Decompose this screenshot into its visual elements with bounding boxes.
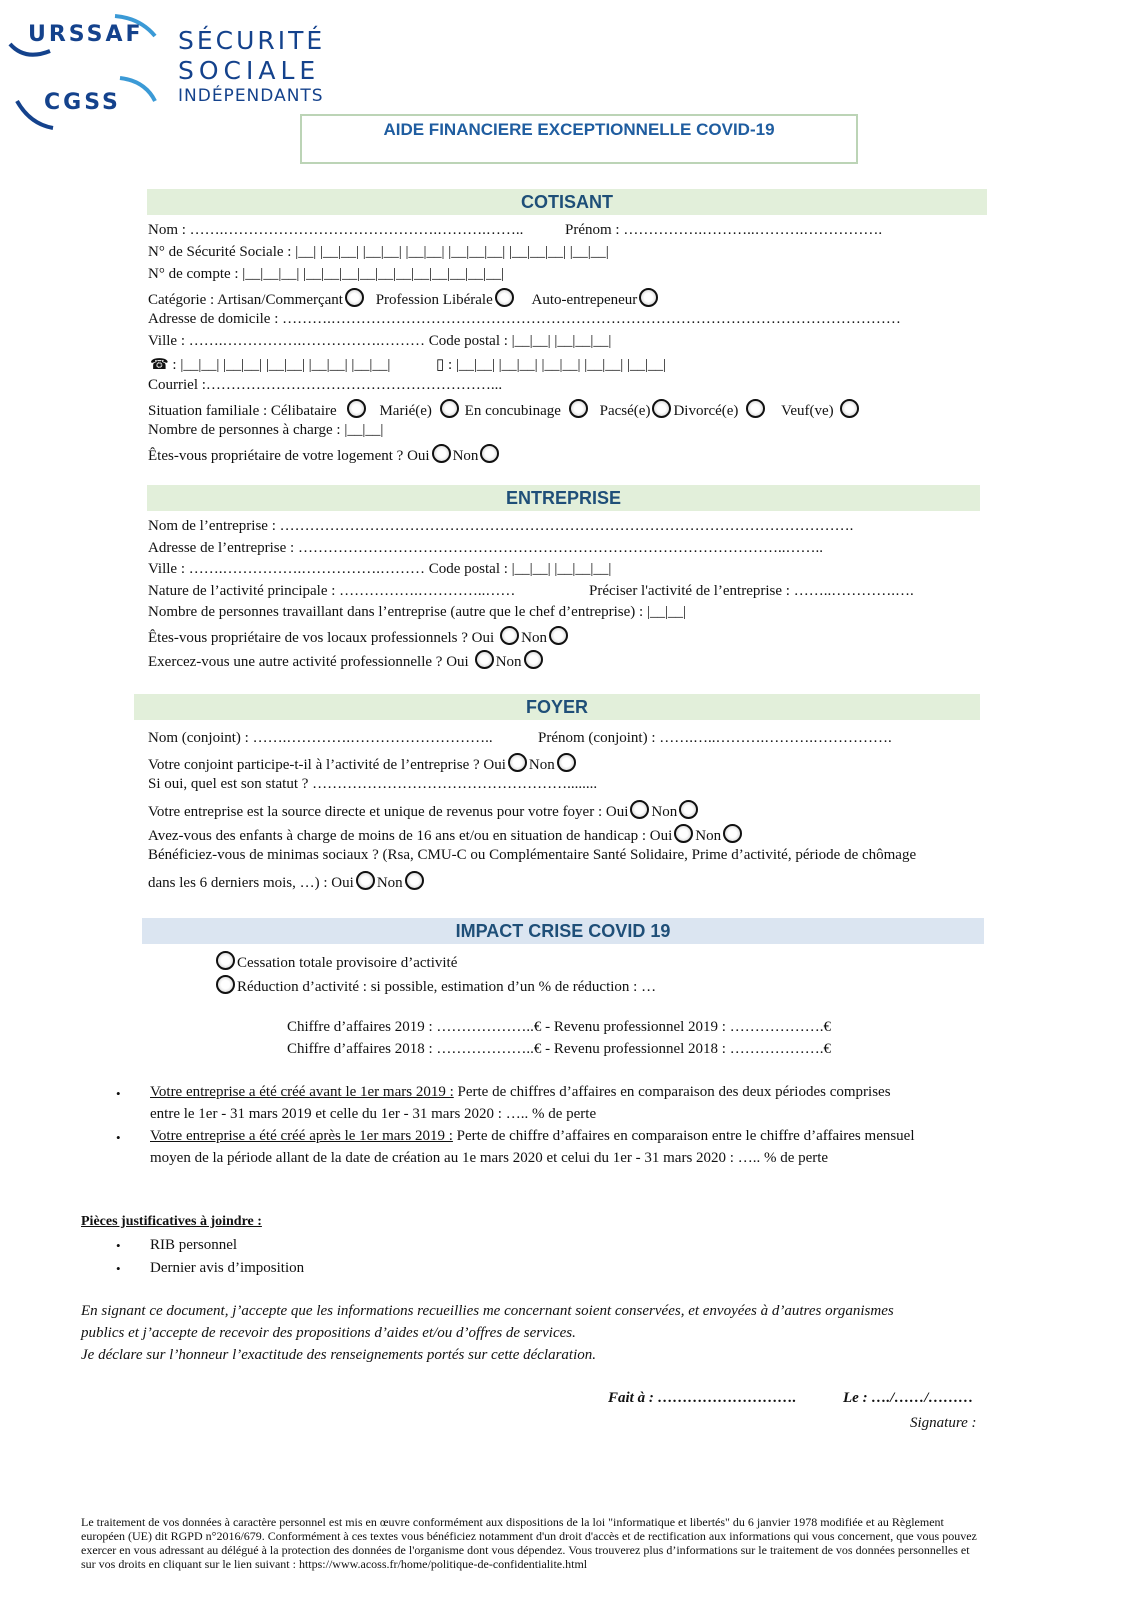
tel-field[interactable]: ☎ : |__|__| |__|__| |__|__| |__|__| |__|__| <box>150 357 391 373</box>
entreprise-nom-field[interactable]: Nom de l’entreprise : ……………………………………………………………………………………………………. <box>148 518 854 534</box>
enfants-non-label: Non <box>695 828 722 844</box>
bullet2-line1 <box>150 1128 915 1145</box>
cessation-row <box>214 951 457 972</box>
bullet1-line1 <box>150 1084 891 1101</box>
entreprise-adresse-field[interactable]: Adresse de l’entreprise : ……………………………………………………………………………………..…….. <box>148 540 823 556</box>
ca2019-field[interactable]: Chiffre d’affaires 2019 : ………………..€ - Revenu professionnel 2019 : ……………….€ <box>287 1019 831 1035</box>
prof-lib-radio[interactable] <box>495 288 514 307</box>
reduction-radio[interactable] <box>216 975 235 994</box>
divorce-radio[interactable] <box>746 399 765 418</box>
title-box <box>300 114 858 164</box>
logo-sociale: SOCIALE <box>178 56 321 85</box>
concubinage-label: En concubinage <box>464 403 561 419</box>
pieces-title: Pièces justificatives à joindre : <box>81 1214 262 1229</box>
ca2018-field[interactable]: Chiffre d’affaires 2018 : ………………..€ - Revenu professionnel 2018 : ……………….€ <box>287 1041 831 1057</box>
nature-field[interactable]: Nature de l’activité principale : …………….…………..…… <box>148 583 516 599</box>
prof-lib-label: Profession Libérale <box>375 292 493 308</box>
enfants-non-radio[interactable] <box>723 824 742 843</box>
autre-non-radio[interactable] <box>524 650 543 669</box>
engagement-line1: En signant ce document, j’accepte que les informations recueillies me concernant soient conservées, et envoyées à d’autres organismes <box>81 1303 894 1319</box>
bullet-1: • <box>116 1086 121 1101</box>
locaux-non-radio[interactable] <box>549 626 568 645</box>
ville-field[interactable]: Ville : …….…………….…………….……… Code postal : |__|__| |__|__|__| <box>148 333 612 349</box>
proprio-row <box>148 444 501 465</box>
enfants-row <box>148 824 744 845</box>
conjoint-nom-field[interactable]: Nom (conjoint) : …….………….……………………….. <box>148 730 493 746</box>
source-row <box>148 800 700 821</box>
categorie-label: Catégorie : Artisan/Commerçant <box>148 292 343 308</box>
proprio-non-label: Non <box>452 448 479 464</box>
section-cotisant: COTISANT <box>147 189 987 215</box>
pacse-label: Pacsé(e) <box>599 403 651 419</box>
source-oui-radio[interactable] <box>630 800 649 819</box>
engagement-line2: publics et j’accepte de recevoir des propositions d’aides et/ou d’offres de services. <box>81 1325 576 1341</box>
locaux-non-label: Non <box>521 630 548 646</box>
autre-non-label: Non <box>495 654 522 670</box>
bullet2-underlined: Votre entreprise a été créé après le 1er mars 2019 : <box>150 1128 453 1144</box>
nom-field[interactable]: Nom : …….…………………………………….……….…….. <box>148 222 524 238</box>
mobile-field[interactable]: ▯ : |__|__| |__|__| |__|__| |__|__| |__|__| <box>436 357 666 373</box>
statut-field[interactable]: Si oui, quel est son statut ? ……………………………………………........ <box>148 776 598 792</box>
proprio-oui-radio[interactable] <box>432 444 451 463</box>
adresse-field[interactable]: Adresse de domicile : ……….…………………………………………………………………………………………………… <box>148 311 901 327</box>
marie-radio[interactable] <box>440 399 459 418</box>
logo-urssaf: URSSAF <box>28 22 144 47</box>
celibataire-radio[interactable] <box>347 399 366 418</box>
bullet-3: • <box>116 1238 121 1253</box>
bullet-4: • <box>116 1261 121 1276</box>
enfants-label: Avez-vous des enfants à charge de moins de 16 ans et/ou en situation de handicap : Oui <box>148 828 673 844</box>
piece-avis: Dernier avis d’imposition <box>150 1260 305 1276</box>
page-title: AIDE FINANCIERE EXCEPTIONNELLE COVID-19 <box>383 120 775 139</box>
conjoint-prenom-field[interactable]: Prénom (conjoint) : …….…..……….……….……………. <box>538 730 892 746</box>
locaux-row <box>148 626 570 647</box>
logo-independants: INDÉPENDANTS <box>178 86 324 106</box>
section-entreprise: ENTREPRISE <box>147 485 980 511</box>
concubinage-radio[interactable] <box>569 399 588 418</box>
participe-oui-radio[interactable] <box>508 753 527 772</box>
divorce-label: Divorcé(e) <box>673 403 739 419</box>
section-impact: IMPACT CRISE COVID 19 <box>142 918 984 944</box>
section-foyer: FOYER <box>134 694 980 720</box>
bullet2-line2[interactable]: moyen de la période allant de la date de création au 1e mars 2020 et celui du 1er - 31 mars 2020 : ….. % de perte <box>150 1150 829 1166</box>
bullet-2: • <box>116 1130 121 1145</box>
marie-label: Marié(e) <box>379 403 432 419</box>
signature-label: Signature : <box>910 1415 977 1431</box>
minimas-oui-radio[interactable] <box>356 871 375 890</box>
categorie-row <box>148 288 660 309</box>
proprio-non-radio[interactable] <box>480 444 499 463</box>
autre-oui-radio[interactable] <box>475 650 494 669</box>
enfants-oui-radio[interactable] <box>674 824 693 843</box>
bullet1-text: Perte de chiffres d’affaires en comparaison des deux périodes comprises <box>453 1084 891 1100</box>
source-label: Votre entreprise est la source directe et unique de revenus pour votre foyer : Oui <box>148 804 629 820</box>
participe-label: Votre conjoint participe-t-il à l’activité de l’entreprise ? Oui <box>148 757 506 773</box>
situation-label: Situation familiale : Célibataire <box>148 403 337 419</box>
veuf-radio[interactable] <box>840 399 859 418</box>
participe-non-label: Non <box>528 757 555 773</box>
bullet1-underlined: Votre entreprise a été créé avant le 1er mars 2019 : <box>150 1084 454 1100</box>
nb-personnes-field[interactable]: Nombre de personnes travaillant dans l’entreprise (autre que le chef d’entreprise) : |__|__| <box>148 604 686 620</box>
participe-row <box>148 753 578 774</box>
auto-label: Auto-entrepeneur <box>531 292 638 308</box>
veuf-label: Veuf(ve) <box>781 403 834 419</box>
participe-non-radio[interactable] <box>557 753 576 772</box>
entreprise-ville-field[interactable]: Ville : …….…………….…………….……… Code postal : |__|__| |__|__|__| <box>148 561 612 577</box>
compte-field[interactable]: N° de compte : |__|__|__| |__|__|__|__|__|__|__|__|__|__|__| <box>148 266 505 282</box>
secu-field[interactable]: N° de Sécurité Sociale : |__| |__|__| |__|__| |__|__| |__|__|__| |__|__|__| |__|__| <box>148 244 609 260</box>
artisan-radio[interactable] <box>345 288 364 307</box>
date-field[interactable]: Le : …./……/……… <box>843 1390 974 1406</box>
minimas-non-label: Non <box>376 875 403 891</box>
source-non-label: Non <box>651 804 678 820</box>
rgpd-footer: Le traitement de vos données à caractère personnel est mis en œuvre conformément aux dispositions de la loi "informatique et libertés" du 6 janvier 1978 modifiée et au Règlement européen (UE) dit RGPD n°2016/679. Conformément à ces textes vous bénéficiez notamment d'un droit d'accès et de rectification aux informations qui vous concernent, que vous pouvez exercer en vous adressant au délégué à la protection des données de l'organisme dont vous dépendez. Vous trouverez plus d’informations sur le traitement de vos données personnelles et sur vos droits en cliquant sur le lien suivant : https://www.acoss.fr/home/politique-de-confidentialite.html <box>81 1515 977 1571</box>
logo-securite: SÉCURITÉ <box>178 26 326 55</box>
minimas-row <box>148 871 426 892</box>
autre-label: Exercez-vous une autre activité professionnelle ? Oui <box>148 654 469 670</box>
autre-row <box>148 650 545 671</box>
locaux-oui-radio[interactable] <box>500 626 519 645</box>
locaux-label: Êtes-vous propriétaire de vos locaux professionnels ? Oui <box>148 630 495 646</box>
pacse-radio[interactable] <box>652 399 671 418</box>
situation-row <box>148 399 861 420</box>
reduction-row <box>214 975 656 996</box>
bullet1-line2[interactable]: entre le 1er - 31 mars 2019 et celle du 1er - 31 mars 2020 : ….. % de perte <box>150 1106 597 1122</box>
prenom-field[interactable]: Prénom : …………….………..……….……………. <box>565 222 883 238</box>
cessation-label: Cessation totale provisoire d’activité <box>237 955 458 971</box>
fait-a-field[interactable]: Fait à : ………………………. <box>608 1390 797 1406</box>
bullet2-text: Perte de chiffre d’affaires en comparaison entre le chiffre d’affaires mensuel <box>452 1128 915 1144</box>
source-non-radio[interactable] <box>679 800 698 819</box>
courriel-field[interactable]: Courriel :…………………………………………………... <box>148 377 503 393</box>
proprio-label: Êtes-vous propriétaire de votre logement ? Oui <box>148 448 430 464</box>
reduction-label: Réduction d’activité : si possible, estimation d’un % de réduction : … <box>237 979 657 995</box>
piece-rib: RIB personnel <box>150 1237 238 1253</box>
minimas-non-radio[interactable] <box>405 871 424 890</box>
minimas-label: dans les 6 derniers mois, …) : Oui <box>148 875 354 891</box>
cessation-radio[interactable] <box>216 951 235 970</box>
charge-field[interactable]: Nombre de personnes à charge : |__|__| <box>148 422 384 438</box>
preciser-field[interactable]: Préciser l'activité de l’entreprise : ……..………….…. <box>589 583 914 599</box>
logo-cgss: CGSS <box>44 90 121 115</box>
auto-radio[interactable] <box>639 288 658 307</box>
engagement-line3: Je déclare sur l’honneur l’exactitude des renseignements portés sur cette déclaration. <box>81 1347 597 1363</box>
minimas-line1: Bénéficiez-vous de minimas sociaux ? (Rsa, CMU-C ou Complémentaire Santé Solidaire, Prime d’activité, période de chômage <box>148 847 917 863</box>
